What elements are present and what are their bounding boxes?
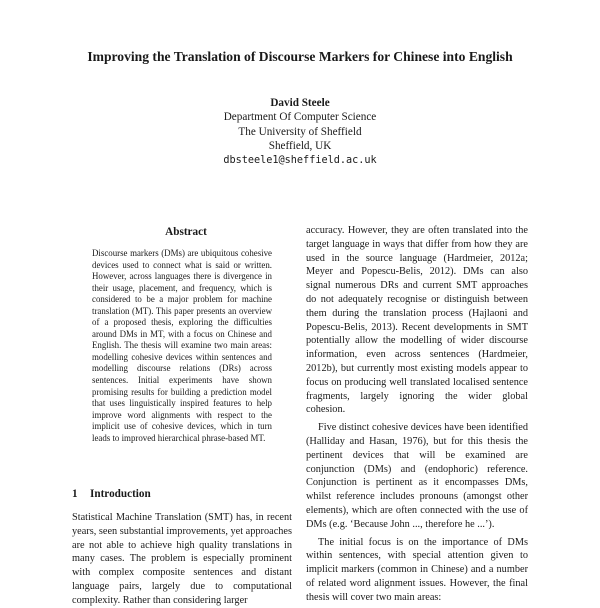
author-name: David Steele <box>270 97 330 109</box>
author-block <box>150 96 450 168</box>
abstract-text: Discourse markers (DMs) are ubiquitous cohesive devices used to connect what is said or written. However, across languages there is divergence in their usage, placement, and frequency, which is considered to be a major problem for machine translation (MT). This paper presents an overview of a proposed thesis, exploring the difficulties around DMs in MT, with a focus on Chinese and English. The thesis will examine two main areas: modelling cohesive devices within sentences and modelling discourse relations (DRs) across sentences. Initial experiments have shown promising results for building a prediction model that uses linguistically inspired features to help improve word alignments with respect to the implicit use of cohesive devices, which in turn leads to improved hierarchical phrase-based MT. <box>92 248 272 443</box>
introduction-paragraph: Statistical Machine Translation (SMT) has, in recent years, seen substantial improvements, yet approaches are not able to achieve high quality translations in many cases. The problem is especially prominent with complex composite sentences and distant language pairs, largely due to computational complexity. Rather than considering larger <box>72 512 292 606</box>
right-paragraph-1: accuracy. However, they are often translated into the target language in ways that differ from how they are used in the source language (Hardmeier, 2012a; Meyer and Popescu-Belis, 2012). DMs can also signal numerous DRs and current SMT approaches do not adequately recognise or distinguish between them during the translation process (Hajlaoni and Popescu-Belis, 2013). Recent developments in SMT potentially allow the modelling of wider discourse information, even across sentences (Hardmeier, 2012b), but currently most existing models appear to focus on producing well translated localised sentence fragments, largely ignoring the wider global cohesion. <box>306 225 528 416</box>
right-paragraph-3: The initial focus is on the importance of DMs within sentences, with special attention given to implicit markers (common in Chinese) and a number of related word alignment issues. However, the final thesis will cover two main areas: <box>306 536 528 603</box>
author-institution: The University of Sheffield <box>238 125 362 138</box>
section-number: 1 <box>72 488 78 500</box>
right-paragraph-2: Five distinct cohesive devices have been identified (Halliday and Hasan, 1976), but for this thesis the pertinent devices that will be examined are conjunction (DMs) and (endophoric) reference. Conjunction is pertinent as it encompasses DMs, whilst reference includes pronouns (amongst other elements), which are often connected with the use of DMs (e.g. ‘Because John ..., therefore he ...’). <box>306 422 528 530</box>
section-title: Introduction <box>90 488 151 500</box>
left-column-body <box>72 511 292 606</box>
section-heading-introduction <box>72 487 292 501</box>
author-department: Department Of Computer Science <box>223 111 377 124</box>
author-email: dbsteele1@sheffield.ac.uk <box>223 154 377 166</box>
author-location: Sheffield, UK <box>268 140 332 153</box>
paper-title: Improving the Translation of Discourse Markers for Chinese into English <box>87 49 513 64</box>
abstract-heading: Abstract <box>165 226 207 238</box>
right-column-body <box>306 224 528 603</box>
